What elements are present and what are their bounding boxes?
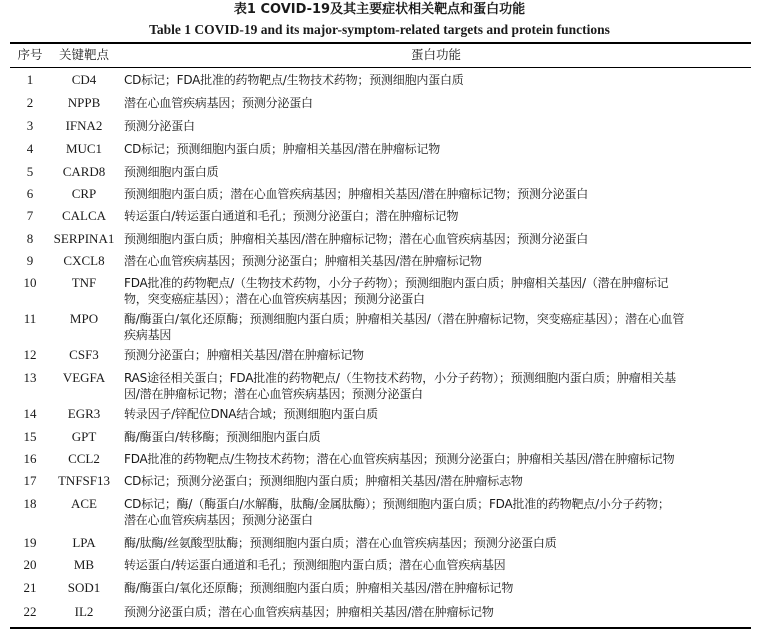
- function-line: 酶/酶蛋白/氧化还原酶；预测细胞内蛋白质；肿瘤相关基因/（潜在肿瘤标记物，突变癌症基因）；潜在心血管: [124, 312, 685, 326]
- function-line: CD标记；酶/（酶蛋白/水解酶，肽酶/金属肽酶）；预测细胞内蛋白质；FDA批准的药物靶点/小分子药物；: [124, 497, 670, 511]
- row-number: 3: [26, 118, 34, 133]
- row-number: 20: [23, 557, 37, 572]
- row-key-target: CRP: [71, 186, 97, 201]
- row-protein-function: [124, 451, 750, 467]
- row-number: 9: [26, 253, 34, 268]
- row-protein-function: [124, 275, 750, 307]
- function-line: 酶/酶蛋白/转移酶；预测细胞内蛋白质: [124, 430, 321, 444]
- function-line: 物，突变癌症基因）；潜在心血管疾病基因；预测分泌蛋白: [124, 292, 425, 306]
- row-key-target: CCL2: [68, 451, 100, 466]
- row-key-target: MUC1: [65, 141, 103, 156]
- row-key-target: SOD1: [67, 580, 101, 595]
- row-number: 12: [23, 347, 37, 362]
- row-key-target: IL2: [74, 604, 94, 619]
- function-line: FDA批准的药物靶点/（生物技术药物，小分子药物）；预测细胞内蛋白质；肿瘤相关基因/（潜在肿瘤标记: [124, 276, 669, 290]
- header-number: 序号: [17, 47, 43, 62]
- function-line: 预测分泌蛋白质；潜在心血管疾病基因；肿瘤相关基因/潜在肿瘤标记物: [124, 605, 494, 619]
- row-protein-function: [124, 95, 750, 111]
- row-protein-function: [124, 496, 750, 528]
- function-line: 转运蛋白/转运蛋白通道和毛孔；预测细胞内蛋白质；潜在心血管疾病基因: [124, 558, 506, 572]
- row-key-target: CXCL8: [63, 253, 105, 268]
- function-line: 潜在心血管疾病基因；预测分泌蛋白；肿瘤相关基因/潜在肿瘤标记物: [124, 254, 482, 268]
- function-line: 因/潜在肿瘤标记物；潜在心血管疾病基因；预测分泌蛋白: [124, 387, 423, 401]
- row-key-target: CALCA: [61, 208, 107, 223]
- row-key-target: MB: [73, 557, 95, 572]
- row-number: 4: [26, 141, 34, 156]
- row-protein-function: [124, 347, 750, 363]
- row-key-target: TNF: [71, 275, 97, 290]
- row-key-target: EGR3: [67, 406, 101, 421]
- header-protein-function: 蛋白功能: [410, 47, 461, 62]
- row-key-target: CSF3: [69, 347, 99, 362]
- row-protein-function: [124, 604, 750, 620]
- row-protein-function: [124, 118, 750, 134]
- row-number: 10: [23, 275, 37, 290]
- row-number: 13: [23, 370, 37, 385]
- table-top-rule: [10, 42, 751, 44]
- row-number: 16: [23, 451, 37, 466]
- row-key-target: SERPINA1: [53, 231, 115, 246]
- function-line: CD标记；预测细胞内蛋白质；肿瘤相关基因/潜在肿瘤标记物: [124, 142, 441, 156]
- function-line: 预测细胞内蛋白质；潜在心血管疾病基因；肿瘤相关基因/潜在肿瘤标记物；预测分泌蛋白: [124, 187, 589, 201]
- row-number: 17: [23, 473, 37, 488]
- row-number: 18: [23, 496, 37, 511]
- row-number: 15: [23, 429, 37, 444]
- row-number: 2: [26, 95, 34, 110]
- row-number: 11: [23, 311, 37, 326]
- row-number: 5: [26, 164, 34, 179]
- function-line: 酶/酶蛋白/氧化还原酶；预测细胞内蛋白质；肿瘤相关基因/潜在肿瘤标记物: [124, 581, 514, 595]
- row-key-target: VEGFA: [62, 370, 106, 385]
- row-key-target: ACE: [71, 496, 97, 511]
- row-protein-function: [124, 580, 750, 596]
- row-protein-function: [124, 253, 750, 269]
- function-line: 预测分泌蛋白；肿瘤相关基因/潜在肿瘤标记物: [124, 348, 364, 362]
- table-bottom-rule: [10, 627, 751, 629]
- row-key-target: LPA: [72, 535, 96, 550]
- row-number: 22: [23, 604, 37, 619]
- row-key-target: NPPB: [67, 95, 101, 110]
- row-key-target: TNFSF13: [57, 473, 111, 488]
- row-number: 1: [26, 72, 34, 87]
- table-title-english: Table 1 COVID-19 and its major-symptom-related targets and protein functions: [149, 22, 610, 37]
- function-line: 潜在心血管疾病基因；预测分泌蛋白: [124, 96, 313, 110]
- row-protein-function: [124, 186, 750, 202]
- row-number: 6: [26, 186, 34, 201]
- row-key-target: IFNA2: [65, 118, 103, 133]
- row-protein-function: [124, 141, 750, 157]
- function-line: 疾病基因: [124, 328, 172, 342]
- table-header-rule: [10, 67, 751, 68]
- row-number: 21: [23, 580, 37, 595]
- function-line: 预测细胞内蛋白质；肿瘤相关基因/潜在肿瘤标记物；潜在心血管疾病基因；预测分泌蛋白: [124, 232, 589, 246]
- row-number: 7: [26, 208, 34, 223]
- row-protein-function: [124, 429, 750, 445]
- row-key-target: MPO: [69, 311, 99, 326]
- row-number: 19: [23, 535, 37, 550]
- row-protein-function: [124, 406, 750, 422]
- header-key-target: 关键靶点: [58, 47, 109, 62]
- row-protein-function: [124, 231, 750, 247]
- function-line: 潜在心血管疾病基因；预测分泌蛋白: [124, 513, 313, 527]
- row-protein-function: [124, 311, 750, 343]
- function-line: 预测分泌蛋白: [124, 119, 195, 133]
- function-line: CD标记；预测分泌蛋白；预测细胞内蛋白质；肿瘤相关基因/潜在肿瘤标志物: [124, 474, 523, 488]
- row-number: 14: [23, 406, 37, 421]
- row-key-target: GPT: [71, 429, 97, 444]
- row-protein-function: [124, 370, 750, 402]
- row-protein-function: [124, 473, 750, 489]
- function-line: 转运蛋白/转运蛋白通道和毛孔；预测分泌蛋白；潜在肿瘤标记物: [124, 209, 459, 223]
- row-protein-function: [124, 208, 750, 224]
- function-line: 预测细胞内蛋白质: [124, 165, 219, 179]
- function-line: FDA批准的药物靶点/生物技术药物；潜在心血管疾病基因；预测分泌蛋白；肿瘤相关基因/潜在肿瘤标记物: [124, 452, 675, 466]
- table-title-chinese: 表1 COVID-19及其主要症状相关靶点和蛋白功能: [233, 2, 526, 17]
- row-protein-function: [124, 72, 750, 88]
- function-line: RAS途径相关蛋白；FDA批准的药物靶点/（生物技术药物，小分子药物）；预测细胞内蛋白质；肿瘤相关基: [124, 371, 676, 385]
- row-protein-function: [124, 535, 750, 551]
- function-line: 转录因子/锌配位DNA结合域；预测细胞内蛋白质: [124, 407, 378, 421]
- row-number: 8: [26, 231, 34, 246]
- function-line: CD标记；FDA批准的药物靶点/生物技术药物；预测细胞内蛋白质: [124, 73, 464, 87]
- row-key-target: CD4: [71, 72, 97, 87]
- row-protein-function: [124, 557, 750, 573]
- row-key-target: CARD8: [62, 164, 106, 179]
- function-line: 酶/肽酶/丝氨酸型肽酶；预测细胞内蛋白质；潜在心血管疾病基因；预测分泌蛋白质: [124, 536, 557, 550]
- row-protein-function: [124, 164, 750, 180]
